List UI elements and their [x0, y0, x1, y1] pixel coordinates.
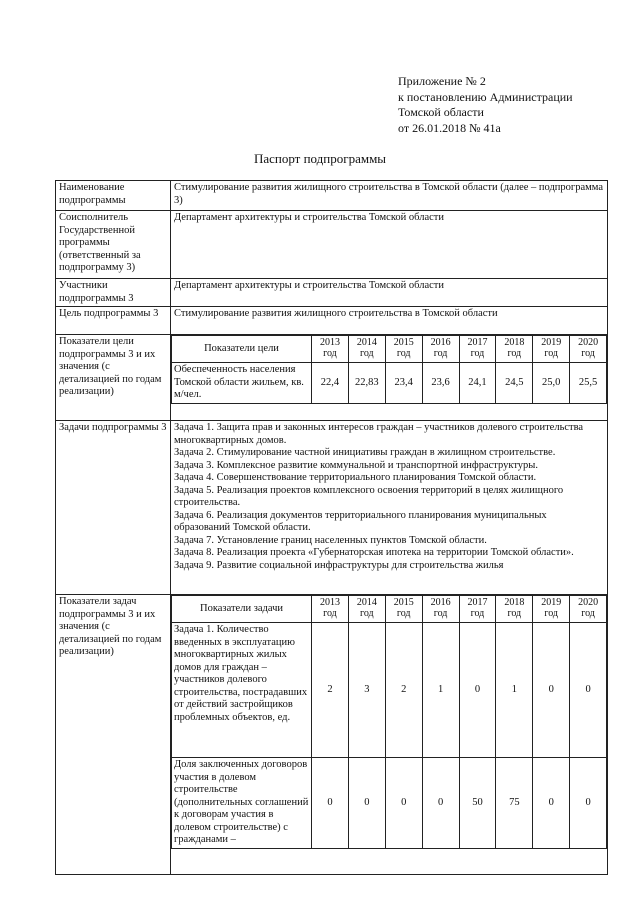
value-cell: 23,6	[422, 363, 459, 404]
year-header: 2018 год	[496, 596, 533, 623]
document-title: Паспорт подпрограммы	[253, 151, 387, 166]
appendix-line: от 26.01.2018 № 41а	[398, 120, 501, 135]
year-header: 2017 год	[459, 596, 496, 623]
appendix-block	[398, 74, 573, 136]
passport-table	[55, 180, 608, 875]
year-header: 2019 год	[533, 596, 570, 623]
year-header: 2020 год	[570, 336, 607, 363]
value-cell: 1	[496, 623, 533, 758]
table-row	[56, 181, 608, 211]
table-row	[56, 595, 608, 875]
table-row	[56, 421, 608, 595]
task-item: Задача 8. Реализация проекта «Губернаторская ипотека на территории Томской области».	[174, 547, 574, 558]
value-cell: 24,5	[496, 363, 533, 404]
row-value: Стимулирование развития жилищного строительства в Томской области	[171, 307, 608, 335]
value-cell: 0	[348, 758, 385, 849]
value-cell: 1	[422, 623, 459, 758]
table-row	[172, 758, 607, 849]
value-cell: 0	[385, 758, 422, 849]
value-cell: 2	[312, 623, 349, 758]
value-cell: 2	[385, 623, 422, 758]
task-item: Задача 5. Реализация проектов комплексного освоения территорий в целях жилищного строительства.	[174, 484, 564, 508]
table-header-row	[172, 596, 607, 623]
row-label: Участники подпрограммы 3	[56, 279, 171, 307]
column-header: Показатели цели	[172, 336, 312, 363]
value-cell: 0	[422, 758, 459, 849]
table-row	[56, 279, 608, 307]
year-header: 2014 год	[348, 336, 385, 363]
row-label: Соисполнитель Государственной программы (ответственный за подпрограмму 3)	[56, 211, 171, 279]
row-label: Задачи подпрограммы 3	[56, 421, 171, 595]
table-row	[172, 363, 607, 404]
appendix-line: Томской области	[398, 105, 484, 119]
task-indicators-table	[171, 595, 607, 849]
value-cell: 0	[533, 758, 570, 849]
value-cell: 75	[496, 758, 533, 849]
year-header: 2016 год	[422, 596, 459, 623]
table-row	[56, 211, 608, 279]
row-label: Показатели цели подпрограммы 3 и их значения (с детализацией по годам реализации)	[56, 335, 171, 421]
row-value: Департамент архитектуры и строительства Томской области	[171, 211, 608, 279]
task-item: Задача 3. Комплексное развитие коммунальной и транспортной инфраструктуры.	[174, 459, 538, 471]
appendix-line: к постановлению Администрации	[398, 89, 573, 104]
value-cell: 3	[348, 623, 385, 758]
goal-indicators-cell	[171, 335, 608, 421]
column-header: Показатели задачи	[172, 596, 312, 623]
indicator-name: Обеспеченность населения Томской области жильем, кв. м/чел.	[172, 363, 312, 404]
row-value: Департамент архитектуры и строительства Томской области	[171, 279, 608, 307]
table-row	[56, 335, 608, 421]
value-cell: 22,4	[312, 363, 349, 404]
table-header-row	[172, 336, 607, 363]
value-cell: 25,5	[570, 363, 607, 404]
task-indicators-cell	[171, 595, 608, 875]
value-cell: 0	[570, 623, 607, 758]
value-cell: 25,0	[533, 363, 570, 404]
year-header: 2018 год	[496, 336, 533, 363]
appendix-line: Приложение № 2	[398, 74, 486, 88]
row-value: Стимулирование развития жилищного строительства в Томской области (далее – подпрограмма 3)	[171, 181, 608, 211]
task-item: Задача 6. Реализация документов территориального планирования муниципальных образований Томской области.	[174, 509, 547, 533]
row-label: Наименование подпрограммы	[56, 181, 171, 211]
value-cell: 23,4	[385, 363, 422, 404]
value-cell: 22,83	[348, 363, 385, 404]
year-header: 2016 год	[422, 336, 459, 363]
task-item: Задача 4. Совершенствование территориального планирования Томской области.	[174, 472, 537, 483]
year-header: 2020 год	[570, 596, 607, 623]
value-cell: 0	[312, 758, 349, 849]
value-cell: 50	[459, 758, 496, 849]
task-item: Задача 9. Развитие социальной инфраструктуры для строительства жилья	[174, 559, 504, 571]
table-row	[172, 623, 607, 758]
year-header: 2017 год	[459, 336, 496, 363]
row-label: Цель подпрограммы 3	[56, 307, 171, 335]
year-header: 2015 год	[385, 596, 422, 623]
indicator-name: Задача 1. Количество введенных в эксплуатацию многоквартирных жилых домов для граждан – участников долевого строительства, пострадавших от действий застройщиков проблемных объектов, ед.	[172, 623, 312, 758]
value-cell: 0	[570, 758, 607, 849]
year-header: 2019 год	[533, 336, 570, 363]
year-header: 2015 год	[385, 336, 422, 363]
goal-indicators-table	[171, 335, 607, 404]
table-row	[56, 307, 608, 335]
year-header: 2013 год	[312, 336, 349, 363]
task-item: Задача 1. Защита прав и законных интересов граждан – участников долевого строительства многоквартирных домов.	[174, 422, 584, 446]
tasks-list	[171, 421, 608, 595]
year-header: 2014 год	[348, 596, 385, 623]
row-label: Показатели задач подпрограммы 3 и их значения (с детализацией по годам реализации)	[56, 595, 171, 875]
value-cell: 0	[459, 623, 496, 758]
value-cell: 24,1	[459, 363, 496, 404]
value-cell: 0	[533, 623, 570, 758]
indicator-name: Доля заключенных договоров участия в долевом строительстве (дополнительных соглашений к договорам участия в долевом строительстве) с гражданами –	[172, 758, 312, 849]
year-header: 2013 год	[312, 596, 349, 623]
task-item: Задача 2. Стимулирование частной инициативы граждан в жилищном строительстве.	[174, 447, 556, 458]
task-item: Задача 7. Установление границ населенных пунктов Томской области.	[174, 534, 487, 546]
